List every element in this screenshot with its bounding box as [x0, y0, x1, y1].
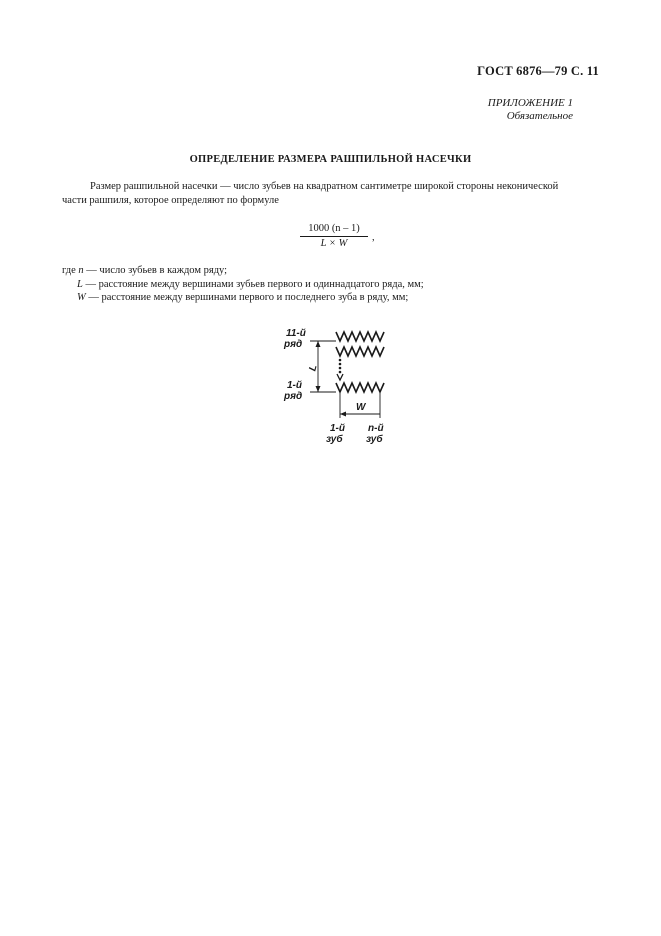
symbol-W: W [77, 292, 86, 303]
appendix-block [488, 97, 573, 123]
definition-n-text: — число зубьев в каждом ряду; [83, 265, 228, 276]
formula [300, 223, 375, 249]
formula-comma: , [372, 232, 375, 243]
paragraph-line-1: Размер рашпильной насечки — число зубьев на квадратном сантиметре широкой стороны неконической [90, 181, 559, 192]
formula-denominator: L × W [320, 238, 348, 249]
section-title: ОПРЕДЕЛЕНИЕ РАЗМЕРА РАШПИЛЬНОЙ НАСЕЧКИ [189, 154, 472, 165]
definition-L-text: — расстояние между вершинами зубьев первого и одиннадцатого ряда, мм; [82, 278, 424, 290]
page-header: ГОСТ 6876—79 С. 11 [477, 64, 599, 78]
symbol-L: L [77, 278, 83, 290]
intro-paragraph [62, 180, 602, 208]
label-dim-W: W [356, 402, 366, 413]
symbol-n: n [78, 265, 84, 276]
label-tooth-1-line1: 1-й [330, 423, 345, 434]
label-tooth-n-line1: n-й [368, 423, 384, 434]
paragraph-line-2: части рашпиля, которое определяют по формуле [62, 195, 279, 206]
label-row-1-line1: 1-й [287, 380, 302, 391]
label-dim-L: L [307, 363, 320, 373]
tooth-row-1 [336, 383, 384, 392]
definitions-list [62, 264, 424, 305]
label-row-11-line2: ряд [284, 339, 303, 350]
label-tooth-1-line2: зуб [326, 434, 343, 445]
definition-prefix: где [62, 265, 79, 276]
dimension-lines [310, 341, 380, 418]
appendix-label: ПРИЛОЖЕНИЕ 1 [487, 97, 573, 109]
formula-numerator: 1000 (n – 1) [300, 223, 368, 237]
definition-L [62, 278, 424, 292]
rasp-tooth-diagram [270, 322, 400, 446]
label-tooth-n-line2: зуб [366, 434, 383, 445]
ellipsis-arrow [337, 374, 343, 380]
definition-W [62, 291, 424, 305]
tooth-row-10 [336, 347, 384, 356]
ellipsis-dots [339, 359, 342, 374]
appendix-status: Обязательное [506, 110, 573, 122]
label-row-11-line1: 11-й [286, 328, 306, 339]
definition-W-text: — расстояние между вершинами первого и последнего зуба в ряду, мм; [85, 292, 409, 303]
label-row-1-line2: ряд [284, 391, 303, 402]
tooth-row-11 [336, 332, 384, 341]
definition-n [62, 264, 424, 278]
